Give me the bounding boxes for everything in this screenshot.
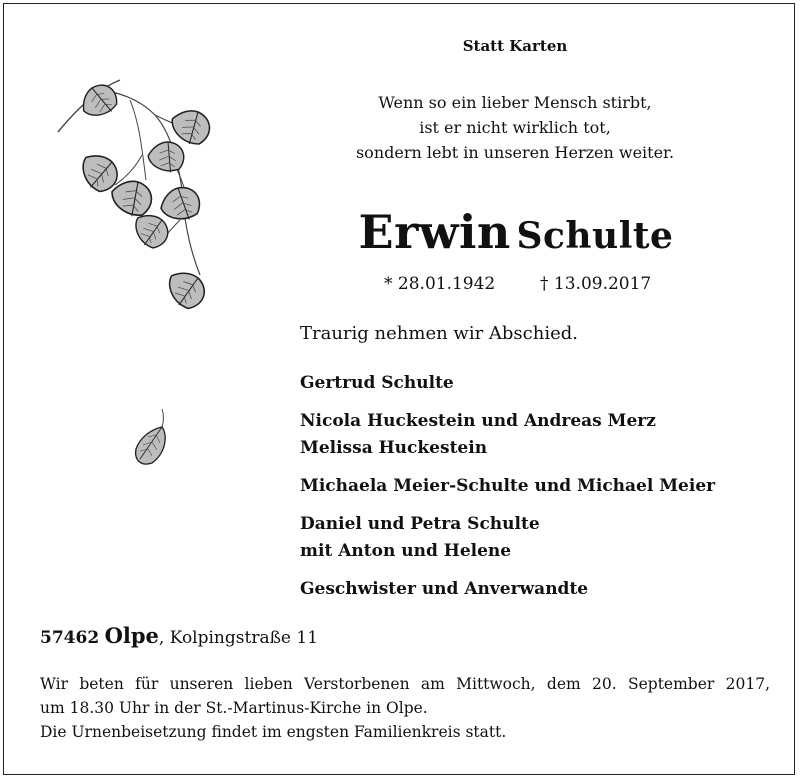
mourner-group xyxy=(300,370,715,397)
address xyxy=(40,623,318,648)
postal-code: 57462 xyxy=(40,628,100,648)
mourner-line: Nicola Huckestein und Andreas Merz xyxy=(300,411,656,431)
birth-date: * 28.01.1942 xyxy=(384,274,496,294)
quote xyxy=(320,90,710,165)
mourner-line: Geschwister und Anverwandte xyxy=(300,579,589,599)
birch-branch-icon xyxy=(50,70,240,335)
city: Olpe xyxy=(104,623,159,648)
mourner-line: Gertrud Schulte xyxy=(300,373,454,393)
death-date: † 13.09.2017 xyxy=(540,274,652,294)
mourner-group xyxy=(300,576,715,603)
notice-line: um 18.30 Uhr in der St.-Martinus-Kirche in Olpe. xyxy=(40,699,428,717)
mourners-list xyxy=(300,370,715,614)
farewell-line: Traurig nehmen wir Abschied. xyxy=(300,323,578,344)
last-name: Schulte xyxy=(516,215,674,257)
header-text: Statt Karten xyxy=(462,37,568,55)
mourner-line: Melissa Huckestein xyxy=(300,438,488,458)
mourner-line: mit Anton und Helene xyxy=(300,541,512,561)
notice-line: Wir beten für unseren lieben Verstorbenen am Mittwoch, dem 20. September 2017, xyxy=(40,675,770,693)
notice-line: Die Urnenbeisetzung findet im engsten Familienkreis statt. xyxy=(40,723,507,741)
quote-line: ist er nicht wirklich tot, xyxy=(419,118,611,137)
mourner-line: Daniel und Petra Schulte xyxy=(300,514,540,534)
mourner-group xyxy=(300,473,715,500)
first-name: Erwin xyxy=(358,205,511,259)
street: , Kolpingstraße 11 xyxy=(158,628,319,648)
mourner-group xyxy=(300,511,715,565)
falling-leaf-icon xyxy=(128,405,178,470)
quote-line: sondern lebt in unseren Herzen weiter. xyxy=(355,143,675,162)
quote-line: Wenn so ein lieber Mensch stirbt, xyxy=(378,93,652,112)
deceased-name xyxy=(300,205,732,259)
mourner-line: Michaela Meier-Schulte und Michael Meier xyxy=(300,476,716,496)
service-notice xyxy=(40,672,770,744)
mourner-group xyxy=(300,408,715,462)
